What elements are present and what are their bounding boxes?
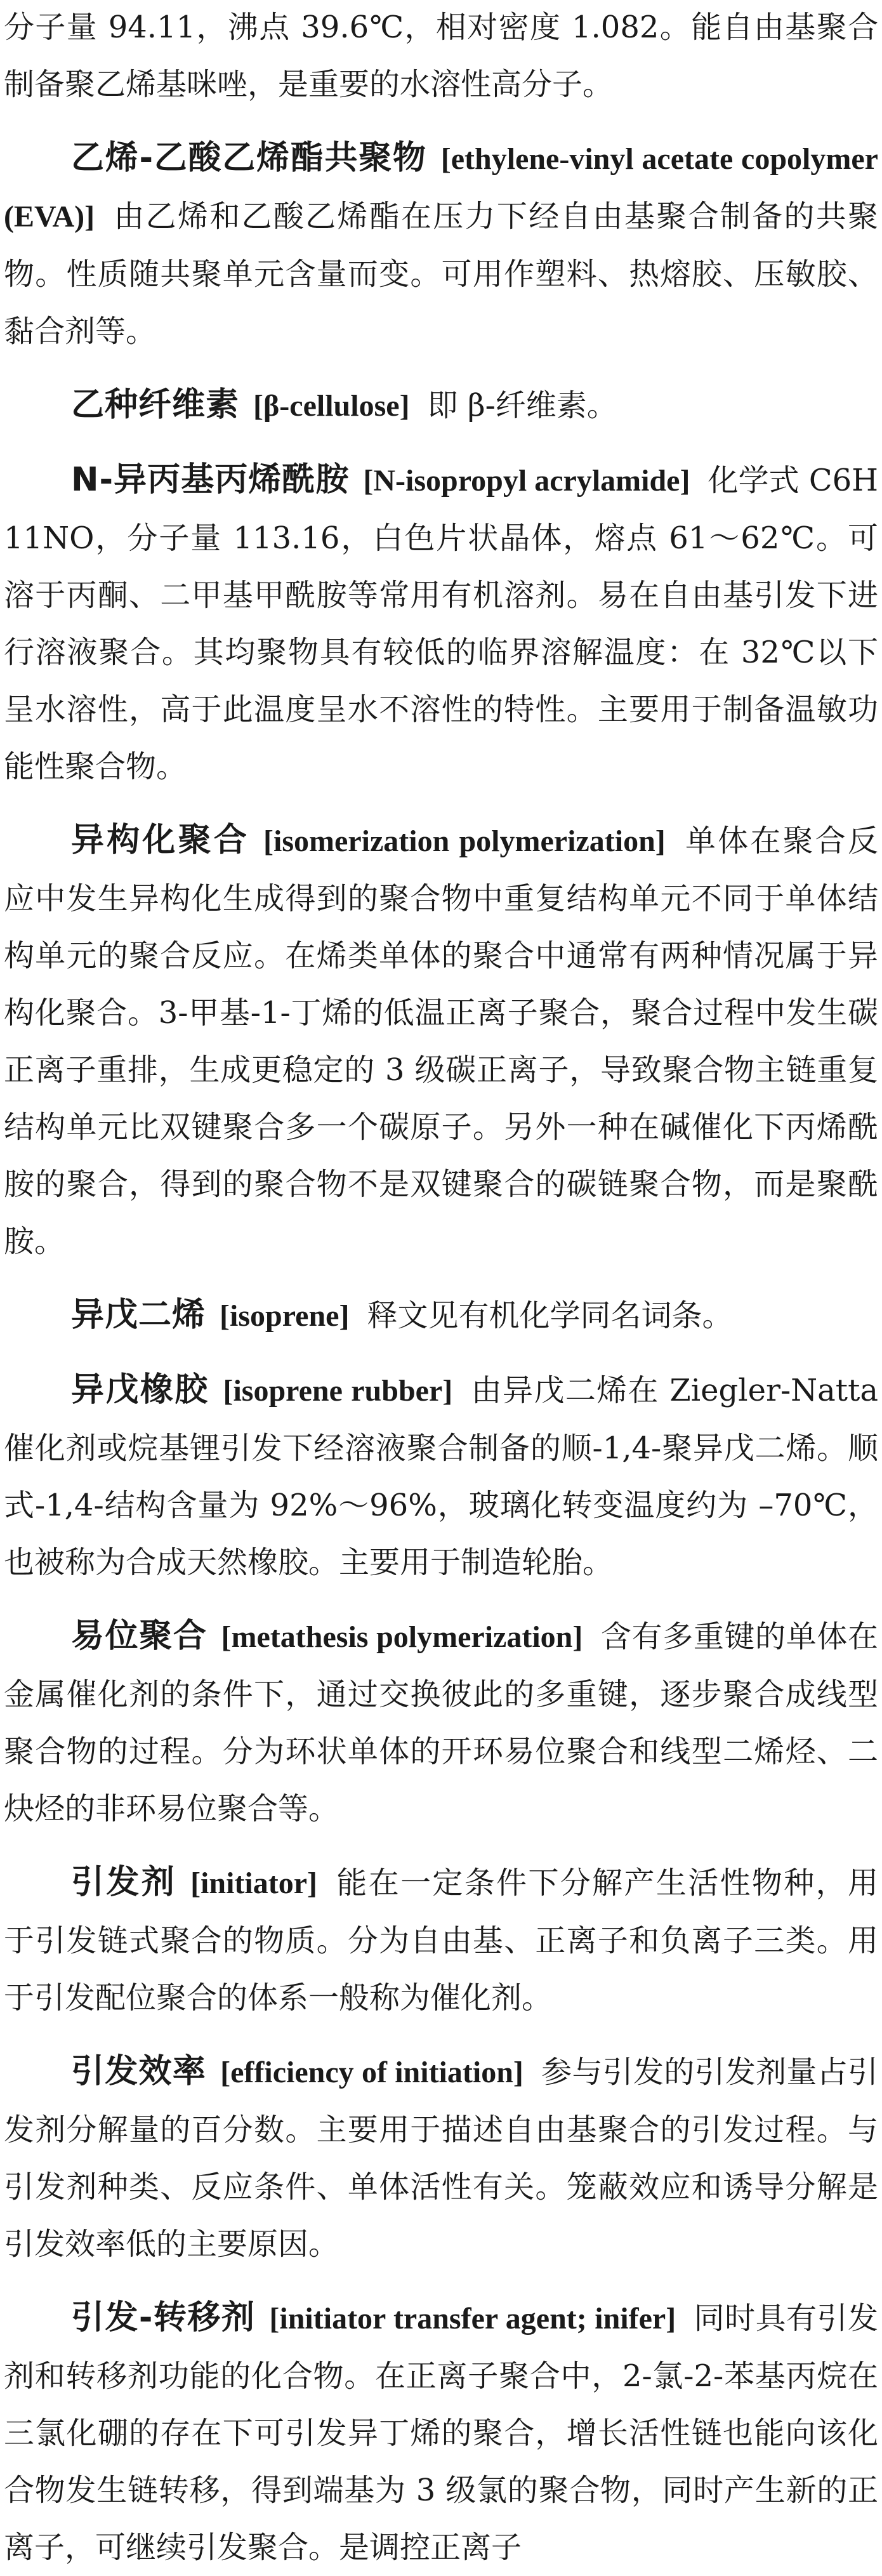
entry-term: 引发剂 — [71, 1863, 177, 1901]
entry-definition: 即 β-纤维素。 — [427, 388, 617, 423]
entry-definition: 单体在聚合反应中发生异构化生成得到的聚合物中重复结构单元不同于单体结构单元的聚合反应。在烯类单体的聚合中通常有两种情况属于异构化聚合。3-甲基-1-丁烯的低温正离子聚合，聚合过程中发生碳正离子重排，生成更稳定的 3 级碳正离子，导致聚合物主链重复结构单元比双键聚合多一个碳原子。另外一种在碱催化下丙烯酰胺的聚合，得到的聚合物不是双键聚合的碳链聚合物，而是聚酰胺。 — [4, 823, 878, 1259]
entry-english-term: [β-cellulose] — [253, 389, 410, 423]
entry-english-term: [ethylene-vinyl acetate copolymer(EVA)] — [4, 142, 878, 234]
entry-english-term: [isoprene] — [220, 1299, 350, 1333]
entry-efficiency-of-initiation — [4, 2043, 878, 2273]
entry-initiator — [4, 1854, 878, 2026]
entry-isoprene — [4, 1286, 878, 1345]
entry-definition: 含有多重键的单体在金属催化剂的条件下，通过交换彼此的多重键，逐步聚合成线型聚合物的过程。分为环状单体的开环易位聚合和线型二烯烃、二炔烃的非环易位聚合等。 — [4, 1619, 878, 1826]
entry-english-term: [metathesis polymerization] — [221, 1620, 583, 1654]
entry-term: 异戊二烯 — [71, 1296, 206, 1334]
entry-metathesis-polymerization — [4, 1608, 878, 1837]
entry-english-term: [initiator transfer agent; inifer] — [269, 2302, 676, 2335]
entry-english-term: [initiator] — [190, 1866, 318, 1900]
entry-definition: 释文见有机化学同名词条。 — [367, 1298, 733, 1333]
entry-eva — [4, 129, 878, 360]
entry-english-term: [isomerization polymerization] — [263, 824, 666, 858]
entry-term: N-异丙基丙烯酰胺 — [71, 461, 350, 499]
entry-term: 引发-转移剂 — [71, 2299, 256, 2337]
entry-english-term: [N-isopropyl acrylamide] — [363, 464, 690, 498]
entry-definition: 参与引发的引发剂量占引发剂分解量的百分数。主要用于描述自由基聚合的引发过程。与引发剂种类、反应条件、单体活性有关。笼蔽效应和诱导分解是引发效率低的主要原因。 — [4, 2054, 878, 2262]
entry-definition: 化学式 C6H11NO，分子量 113.16，白色片状晶体，熔点 61～62℃。可溶于丙酮、二甲基甲酰胺等常用有机溶剂。易在自由基引发下进行溶液聚合。其均聚物具有较低的临界溶解温度：在 32℃以下呈水溶性，高于此温度呈水不溶性的特性。主要用于制备温敏功能性聚合物。 — [4, 463, 878, 784]
entry-definition: 同时具有引发剂和转移剂功能的化合物。在正离子聚合中，2-氯-2-苯基丙烷在三氯化硼的存在下可引发异丁烯的聚合，增长活性链也能向该化合物发生链转移，得到端基为 3 级氯的聚合物，同时产生新的正离子，可继续引发聚合。是调控正离子 — [4, 2301, 878, 2565]
intro-text: 分子量 94.11，沸点 39.6℃，相对密度 1.082。能自由基聚合制备聚乙烯基咪唑，是重要的水溶性高分子。 — [4, 10, 878, 102]
entry-beta-cellulose — [4, 376, 878, 435]
entry-term: 异构化聚合 — [71, 821, 250, 859]
entry-term: 乙种纤维素 — [71, 386, 240, 424]
entry-term: 引发效率 — [71, 2052, 207, 2091]
entry-definition: 能在一定条件下分解产生活性物种，用于引发链式聚合的物质。分为自由基、正离子和负离子三类。用于引发配位聚合的体系一般称为催化剂。 — [4, 1865, 878, 2016]
entry-definition: 由乙烯和乙酸乙烯酯在压力下经自由基聚合制备的共聚物。性质随共聚单元含量而变。可用作塑料、热熔胶、压敏胶、黏合剂等。 — [4, 199, 878, 349]
entry-term: 乙烯-乙酸乙烯酯共聚物 — [71, 139, 427, 177]
entry-term: 易位聚合 — [71, 1617, 207, 1655]
entry-inifer — [4, 2289, 878, 2576]
entry-definition: 由异戊二烯在 Ziegler-Natta 催化剂或烷基锂引发下经溶液聚合制备的顺-1,4-聚异戊二烯。顺式-1,4-结构含量为 92%～96%，玻璃化转变温度约为 –70℃，也被称为合成天然橡胶。主要用于制造轮胎。 — [4, 1373, 878, 1580]
entry-english-term: [efficiency of initiation] — [220, 2056, 523, 2089]
entry-term: 异戊橡胶 — [71, 1371, 209, 1409]
entry-isomerization-polymerization — [4, 812, 878, 1270]
entry-english-term: [isoprene rubber] — [223, 1374, 453, 1408]
entry-isoprene-rubber — [4, 1361, 878, 1591]
intro-paragraph — [4, 0, 878, 113]
entry-nipam — [4, 451, 878, 795]
